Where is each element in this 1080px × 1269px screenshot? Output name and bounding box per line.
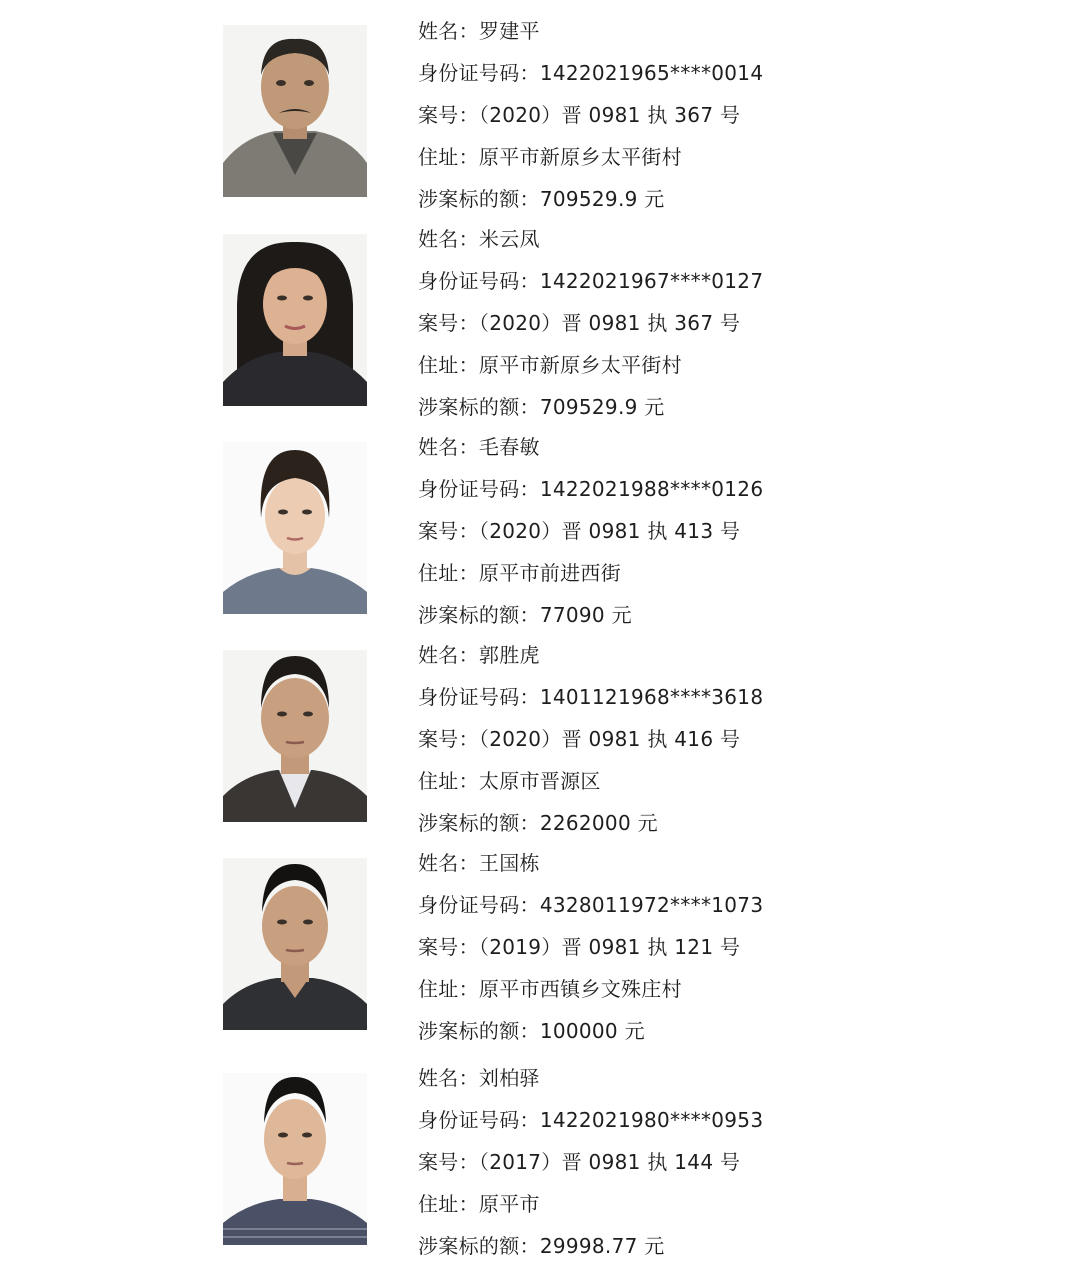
amount-value: 709529.9 元	[539, 395, 665, 419]
name-line	[418, 224, 540, 254]
address-value: 原平市新原乡太平街村	[478, 145, 682, 169]
amount-line	[418, 808, 658, 838]
amount-label: 涉案标的额：	[418, 395, 540, 419]
id-label: 身份证号码：	[418, 1108, 540, 1132]
case-line	[418, 932, 740, 962]
case-line	[418, 724, 740, 754]
amount-value: 29998.77 元	[539, 1234, 665, 1258]
id-label: 身份证号码：	[418, 61, 540, 85]
name-line	[418, 848, 540, 878]
name-label: 姓名：	[418, 1066, 479, 1090]
id-line	[418, 1105, 763, 1135]
portrait-image	[223, 442, 367, 614]
case-label: 案号：	[418, 727, 479, 751]
id-value: 4328011972****1073	[539, 893, 764, 917]
person-photo	[223, 1073, 367, 1245]
amount-value: 2262000 元	[539, 811, 658, 835]
address-line	[418, 766, 601, 796]
case-value: （2020）晋 0981 执 367 号	[478, 103, 741, 127]
address-label: 住址：	[418, 561, 479, 585]
address-line	[418, 974, 682, 1004]
name-line	[418, 432, 540, 462]
name-label: 姓名：	[418, 851, 479, 875]
portrait-image	[223, 1073, 367, 1245]
amount-value: 77090 元	[539, 603, 632, 627]
case-value: （2017）晋 0981 执 144 号	[478, 1150, 741, 1174]
case-line	[418, 1147, 740, 1177]
portrait-image	[223, 25, 367, 197]
amount-label: 涉案标的额：	[418, 187, 540, 211]
portrait-image	[223, 234, 367, 406]
name-value: 米云凤	[478, 227, 540, 251]
case-value: （2020）晋 0981 执 367 号	[478, 311, 741, 335]
address-value: 太原市晋源区	[478, 769, 601, 793]
case-label: 案号：	[418, 311, 479, 335]
person-photo	[223, 234, 367, 406]
id-label: 身份证号码：	[418, 269, 540, 293]
amount-label: 涉案标的额：	[418, 1019, 540, 1043]
address-label: 住址：	[418, 1192, 479, 1216]
id-value: 1422021980****0953	[539, 1108, 764, 1132]
person-entry	[0, 1061, 1080, 1269]
id-label: 身份证号码：	[418, 477, 540, 501]
case-label: 案号：	[418, 103, 479, 127]
amount-label: 涉案标的额：	[418, 1234, 540, 1258]
person-photo	[223, 858, 367, 1030]
name-value: 王国栋	[478, 851, 540, 875]
id-line	[418, 58, 763, 88]
case-value: （2020）晋 0981 执 416 号	[478, 727, 741, 751]
name-label: 姓名：	[418, 19, 479, 43]
address-line	[418, 1189, 540, 1219]
id-line	[418, 266, 763, 296]
person-entry	[0, 16, 1080, 224]
name-line	[418, 1063, 540, 1093]
amount-value: 709529.9 元	[539, 187, 665, 211]
amount-value: 100000 元	[539, 1019, 645, 1043]
case-label: 案号：	[418, 1150, 479, 1174]
person-entry	[0, 432, 1080, 640]
name-value: 毛春敏	[478, 435, 540, 459]
amount-label: 涉案标的额：	[418, 603, 540, 627]
name-value: 罗建平	[478, 19, 540, 43]
id-value: 1422021965****0014	[539, 61, 764, 85]
id-line	[418, 474, 763, 504]
address-value: 原平市新原乡太平街村	[478, 353, 682, 377]
amount-label: 涉案标的额：	[418, 811, 540, 835]
address-value: 原平市前进西街	[478, 561, 622, 585]
name-value: 郭胜虎	[478, 643, 540, 667]
address-label: 住址：	[418, 977, 479, 1001]
id-value: 1422021967****0127	[539, 269, 764, 293]
id-value: 1422021988****0126	[539, 477, 764, 501]
id-line	[418, 890, 763, 920]
id-label: 身份证号码：	[418, 685, 540, 709]
person-photo	[223, 650, 367, 822]
address-line	[418, 142, 682, 172]
amount-line	[418, 184, 665, 214]
case-label: 案号：	[418, 519, 479, 543]
address-label: 住址：	[418, 145, 479, 169]
person-photo	[223, 442, 367, 614]
portrait-image	[223, 650, 367, 822]
amount-line	[418, 1231, 665, 1261]
address-line	[418, 558, 621, 588]
person-entry	[0, 224, 1080, 432]
id-line	[418, 682, 763, 712]
amount-line	[418, 392, 665, 422]
case-line	[418, 308, 740, 338]
name-line	[418, 640, 540, 670]
address-line	[418, 350, 682, 380]
id-value: 1401121968****3618	[539, 685, 764, 709]
person-entry	[0, 640, 1080, 848]
amount-line	[418, 1016, 645, 1046]
portrait-image	[223, 858, 367, 1030]
address-value: 原平市西镇乡文殊庄村	[478, 977, 682, 1001]
name-label: 姓名：	[418, 643, 479, 667]
name-line	[418, 16, 540, 46]
person-photo	[223, 25, 367, 197]
address-label: 住址：	[418, 769, 479, 793]
case-value: （2020）晋 0981 执 413 号	[478, 519, 741, 543]
case-value: （2019）晋 0981 执 121 号	[478, 935, 741, 959]
case-label: 案号：	[418, 935, 479, 959]
amount-line	[418, 600, 632, 630]
case-line	[418, 100, 740, 130]
name-label: 姓名：	[418, 227, 479, 251]
person-entry	[0, 848, 1080, 1056]
name-value: 刘柏驿	[478, 1066, 540, 1090]
address-value: 原平市	[478, 1192, 540, 1216]
case-line	[418, 516, 740, 546]
name-label: 姓名：	[418, 435, 479, 459]
address-label: 住址：	[418, 353, 479, 377]
id-label: 身份证号码：	[418, 893, 540, 917]
